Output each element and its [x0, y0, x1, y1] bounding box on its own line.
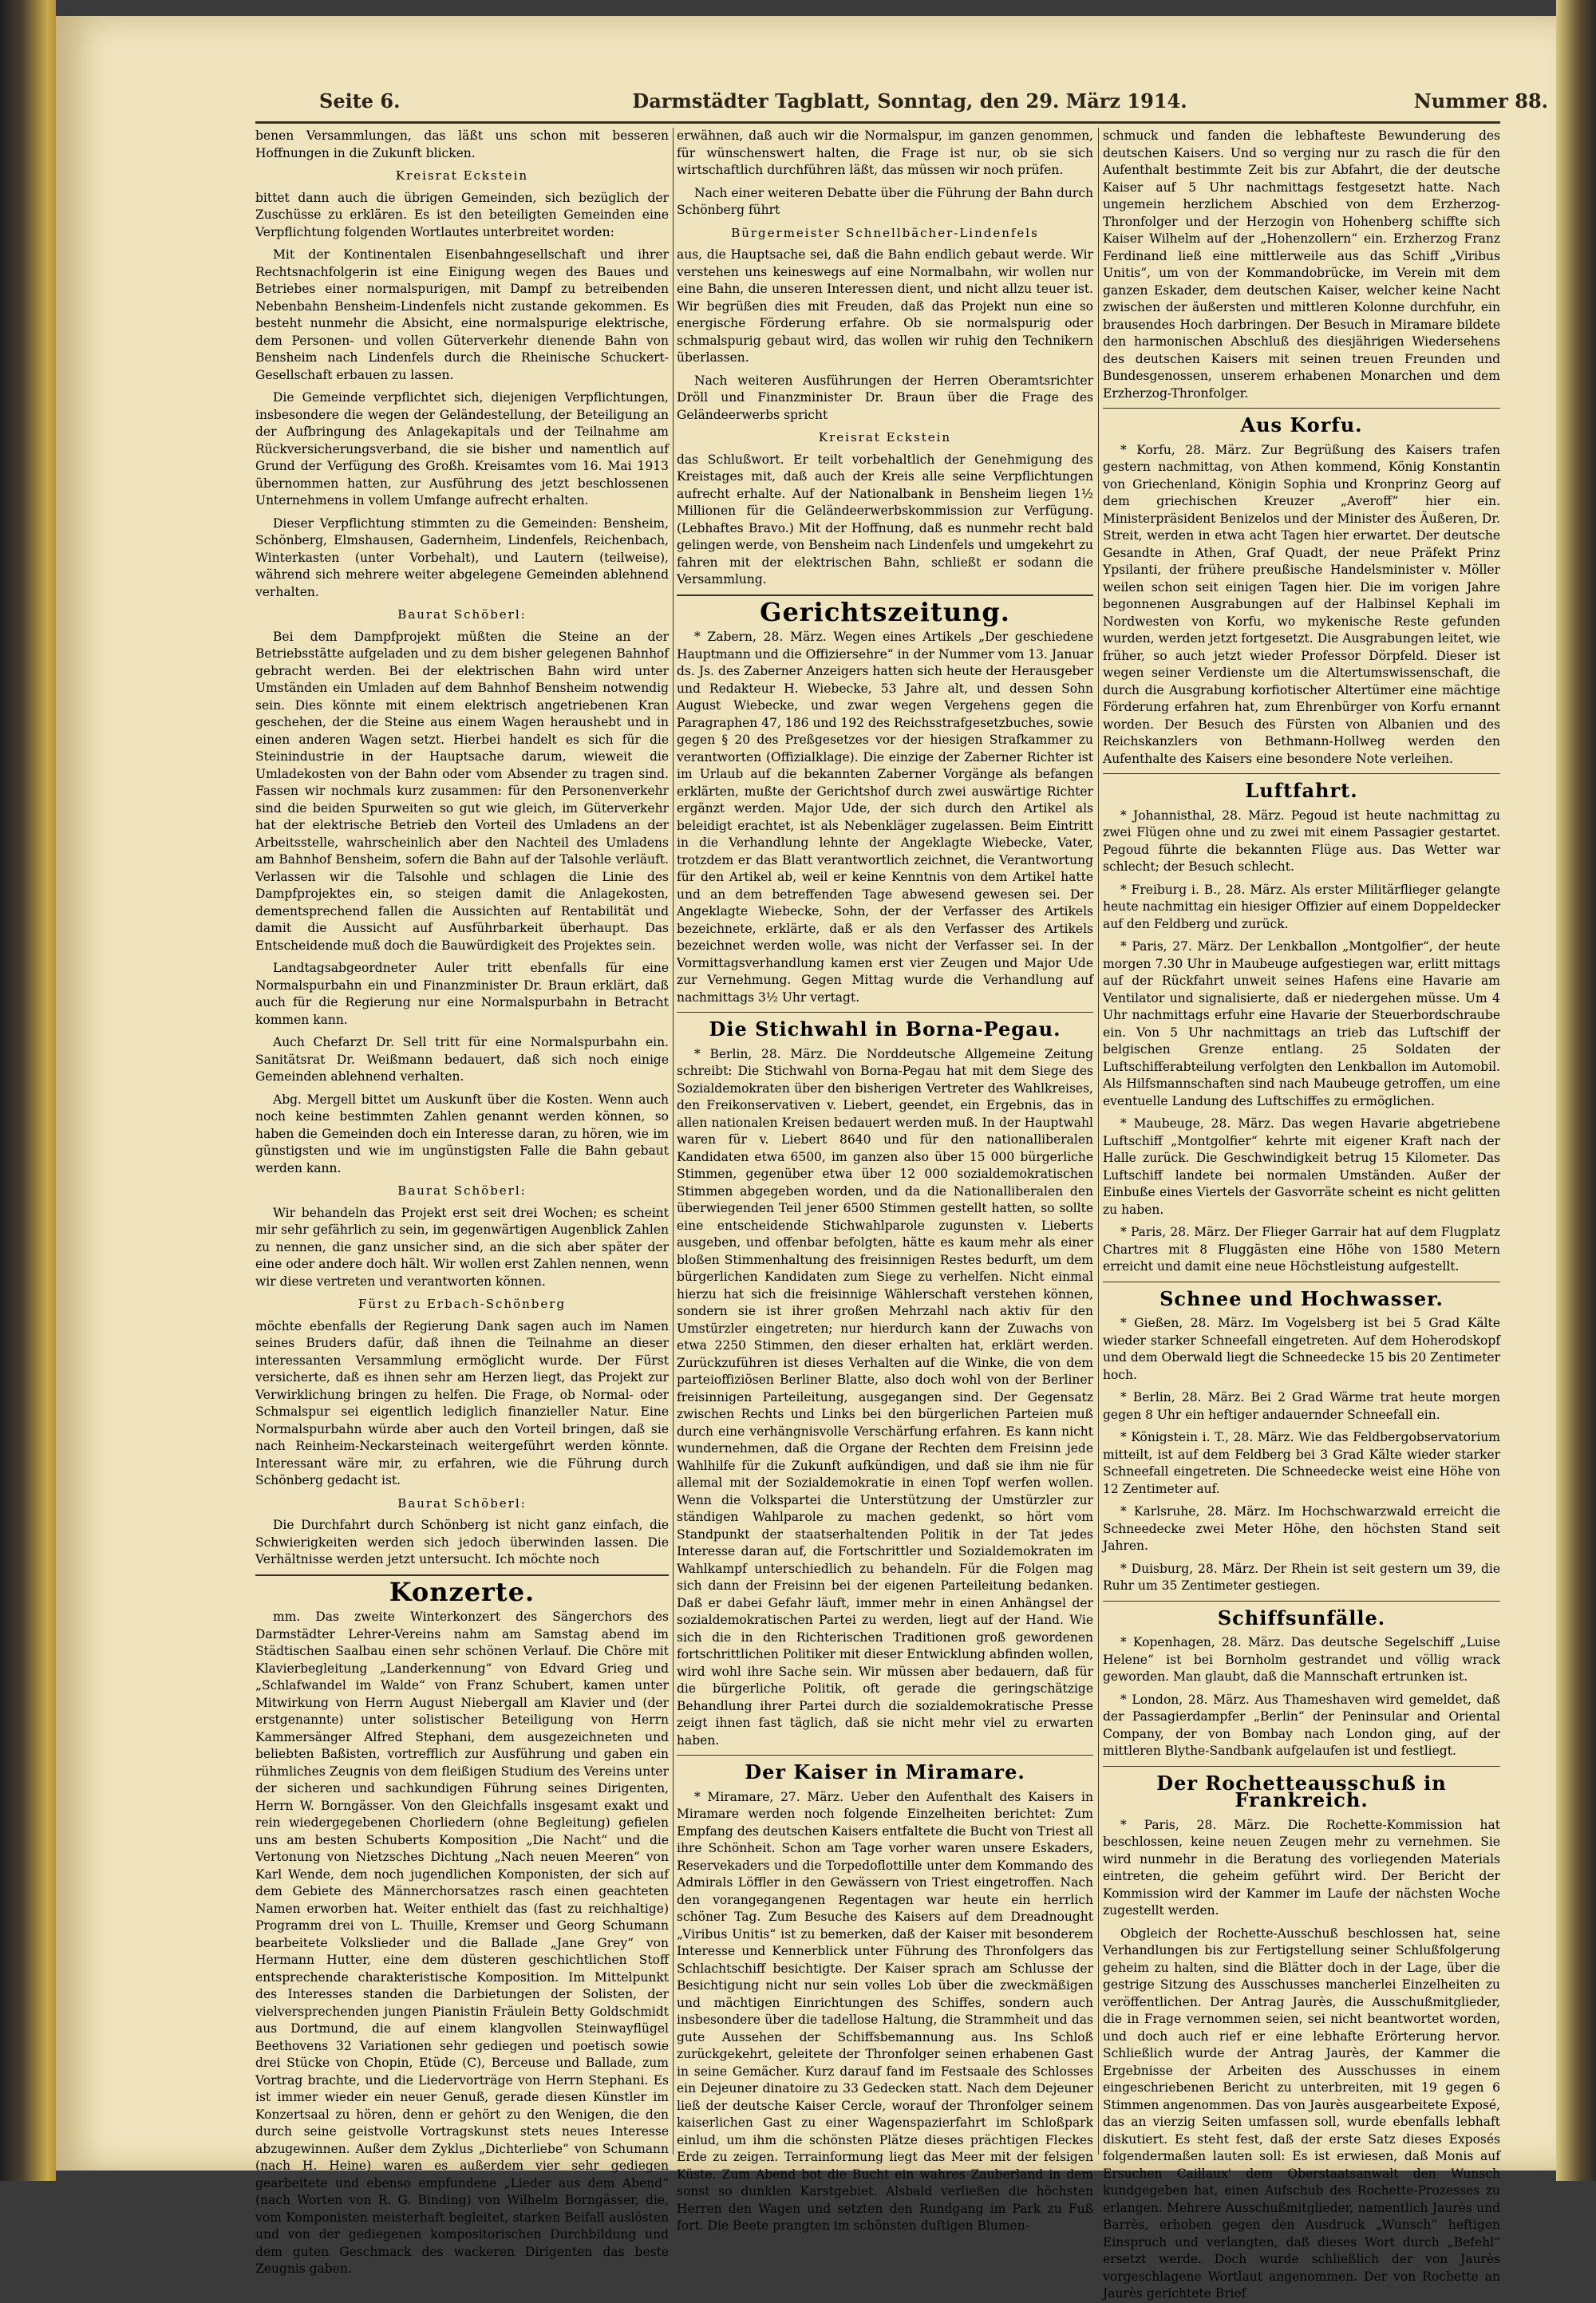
paragraph: * Paris, 28. März. Die Rochette-Kommission hat beschlossen, keine neuen Zeugen mehr zu vernehmen. Sie wird nunmehr in die Beratung des vorliegenden Materials eintreten, die geheim geführt wird. Der Bericht der Kommission wird der Kammer im Laufe der nächsten Woche zugestellt werden. [1103, 1817, 1500, 1918]
paragraph: Die Durchfahrt durch Schönberg ist nicht ganz einfach, die Schwierigkeiten werden sich jedoch überwinden lassen. Die Verhältnisse werden jetzt untersucht. Ich möchte noch [255, 1518, 669, 1566]
paragraph: mm. Das zweite Winterkonzert des Sängerchors des Darmstädter Lehrer-Vereins nahm am Samstag abend im Städtischen Saalbau einen sehr schönen Verlauf. Die Chöre mit Klavierbegleitung „Landerkennung“ von Edvard Grieg und „Schlafwandel im Walde“ von Franz Schubert, kamen unter Mitwirkung von Herrn August Niebergall am Klavier und (der erstgenannte) unter solistischer Beteiligung von Herrn Kammersänger Alfred Stephani, dem ausgezeichneten und beliebten Baßisten, vortrefflich zur Ausführung und gaben ein rühmliches Zeugnis von dem fleißigen Studium des Vereins unter der sicheren und sachkundigen Führung seines Dirigenten, Herrn W. Borngässer. Von den Gleichfalls insgesamt exakt und rein wiedergegebenen Chorliedern (ohne Begleitung) gefielen uns am besten Schuberts Komposition „Die Nacht“ und die Vertonung von Nietzsches Dichtung „Nach neuen Meeren“ von Karl Wende, dem noch jugendlichen Komponisten, der sich auf dem Gebiete des Männerchorsatzes rasch einen geachteten Namen erworben hat. Weiter enthielt das (fast zu reichhaltige) Programm drei von L. Thuille, Kremser und Georg Schumann bearbeitete Volkslieder und die Ballade „Jane Grey“ von Hermann Hutter, eine dem düsteren geschichtlichen Stoff entsprechende charakteristische Komposition. Im Mittelpunkt des Interesses standen die Darbietungen der Solisten, der vielversprechenden jungen Pianistin Fräulein Betty Goldschmidt aus Dortmund, die auf einem klangvollen Steinwayflügel Beethovens 32 Variationen sehr gediegen und poetisch sowie drei Stücke von Chopin, Etüde (C), Berceuse und Ballade, zum Vortrag brachte, und die Liedervorträge von Herrn Stephani. Es ist immer wieder ein neuer Genuß, gerade diesen Künstler im Konzertsaal zu hören, denn er gehört zu den Wenigen, die den durch seine geistvolle Vortragskunst stets neues Interesse abzugewinnen. Außer dem Zyklus „Dichterliebe“ von Schumann (nach H. Heine) waren es außerdem vier sehr gediegen gearbeitete und ebenso empfundene „Lieder aus dem Abend“ (nach Worten von R. G. Binding) von Wilhelm Borngässer, die, vom Komponisten meisterhaft begleitet, starken Beifall auslösten und von der gediegenen kompositorischen Durchbildung und dem guten Geschmack des wackeren Dirigenten das beste Zeugnis gaben. [255, 1610, 669, 2276]
newspaper-title: Darmstädter Tagblatt, Sonntag, den 29. März 1914. [632, 89, 1187, 113]
section-rule [677, 1012, 1093, 1013]
speaker-heading: Baurat Schöberl: [397, 607, 527, 622]
paragraph: * Duisburg, 28. März. Der Rhein ist seit gestern um 39, die Ruhr um 35 Zentimeter gestiegen. [1103, 1561, 1500, 1593]
paragraph: Obgleich der Rochette-Ausschuß beschlossen hat, seine Verhandlungen bis zur Fertigstellung seiner Schlußfolgerung geheim zu halten, sind die Blätter doch in der Lage, über die gestrige Sitzung des Ausschusses mancherlei Einzelheiten zu veröffentlichen. Der Antrag Jaurès, die Ausschußmitglieder, die in Frage vernommen seien, sei nicht beantwortet worden, und doch auch rief er eine lebhafte Erörterung hervor. Schließlich wurde der Antrag Jaurès, der Kammer die Ergebnisse der Arbeiten des Ausschusses in einem eingeschriebenen Bericht zu unterbreiten, mit 19 gegen 6 Stimmen angenommen. Das von Jaurès ausgearbeitete Exposé, das an vierzig Seiten umfassen soll, wurde ebenfalls lebhaft diskutiert. Es steht fest, daß der erste Satz dieses Exposés folgendermaßen lauten soll: Es ist erwiesen, daß Monis auf Ersuchen Caillaux' dem Oberstaatsanwalt den Wunsch kundgegeben hat, einen Aufschub des Rochette-Prozesses zu erlangen. Mehrere Ausschußmitglieder, namentlich Jaurès und Barrès, erhoben gegen den Ausdruck „Wunsch“ heftigen Einspruch und verlangten, daß dieses Wort durch „Befehl“ ersetzt werde. Doch wurde schließlich der von Jaurès vorgeschlagene Wortlaut angenommen. Der von Rochette an Jaurès gerichtete Brief [1103, 1926, 1500, 2301]
paragraph: schmuck und fanden die lebhafteste Bewunderung des deutschen Kaisers. Und so verging nur zu rasch die für den Aufenthalt bestimmte Zeit bis zur Abfahrt, die der deutsche Kaiser auf 5 Uhr nachmittags festgesetzt hatte. Nach ungemein herzlichem Abschied von dem Erzherzog-Thronfolger und der Herzogin von Hohenberg schiffte sich Kaiser Wilhelm auf der „Hohenzollern“ ein. Erzherzog Franz Ferdinand ließ eine mittlerweile aus das Schiff „Viribus Unitis“, um von der Kommandobrücke, im Verein mit dem ganzen Eskader, dem deutschen Kaiser, welcher keine Nacht zwischen der äußersten und mittleren Kolonne durchfuhr, ein brausendes Hoch darbringen. Der Besuch in Miramare bildete den harmonischen Abschluß des diesjährigen Wiedersehens des deutschen Kaisers mit seinen treuen Freunden und Bundesgenossen, unserem erhabenen Monarchen und dem Erzherzog-Thronfolger. [1103, 128, 1500, 401]
paragraph: * Paris, 28. März. Der Flieger Garrair hat auf dem Flugplatz Chartres mit 8 Fluggästen eine Höhe von 1580 Metern erreicht und damit eine neue Höchstleistung aufgestellt. [1103, 1225, 1500, 1274]
speaker-heading: Baurat Schöberl: [397, 1495, 527, 1511]
paragraph: Landtagsabgeordneter Auler tritt ebenfalls für eine Normalspurbahn ein und Finanzminister Dr. Braun erklärt, daß auch für die Regierung nur eine Normalspurbahn in Betracht kommen kann. [255, 961, 669, 1027]
paragraph: * Johannisthal, 28. März. Pegoud ist heute nachmittag zu zwei Flügen ohne und zu zwei mit einem Passagier gestartet. Pegoud führte die bekannten Flüge aus. Das Wetter war schlecht; der Besuch schlecht. [1103, 808, 1500, 874]
paragraph: * Paris, 27. März. Der Lenkballon „Montgolfier“, der heute morgen 7.30 Uhr in Maubeuge aufgestiegen war, erlitt mittags auf der Rückfahrt unweit seines Hafens eine Havarie am Ventilator und signalisierte, daß er niedergehen müsse. Um 4 Uhr nachmittags erfuhr eine Havarie der Steuerbordschraube ein. Von 5 Uhr nachmittags an trieb das Luftschiff der belgischen Grenze entlang. 25 Soldaten der Luftschifferabteilung verfolgten den Lenkballon im Automobil. Als Hilfsmannschaften sind nach Maubeuge getroffen, um eine eventuelle Landung des Luftschiffes zu ermöglichen. [1103, 939, 1500, 1108]
masthead-rule [255, 121, 1500, 124]
paragraph: Bei dem Dampfprojekt müßten die Steine an der Betriebsstätte aufgeladen und zu dem bisher gelegenen Bahnhof gebracht werden. Bei der elektrischen Bahn wird unter Umständen ein Umladen auf dem Bahnhof Bensheim notwendig sein. Dies könnte mit einem elektrisch angetriebenen Kran geschehen, der die Steine aus einem Wagen heraushebt und in einen anderen Wagen setzt. Hierbei handelt es sich für die Steinindustrie in der Hauptsache darum, wieweit die Umladekosten von der Bahn oder vom Absender zu tragen sind. Fassen wir nochmals kurz zusammen: für den Personenverkehr sind die beiden Spurweiten so gut wie gleich, im Güterverkehr hat der elektrische Betrieb den Vorteil des Umladens an der Arbeitsstelle, wahrscheinlich aber den Nachteil des Umladens am Bahnhof Bensheim, sofern die Bahn auf der Talsohle verläuft. Verlassen wir die Talsohle und schlagen die Linie des Dampfprojektes ein, so steigen damit die Anlagekosten, dementsprechend fallen die Aussichten auf Rentabilität und damit die Aussicht auf Ausführbarkeit überhaupt. Das Entscheidende muß doch die Bauwürdigkeit des Projektes sein. [255, 629, 669, 953]
page-number: Seite 6. [319, 89, 401, 113]
book-spine-edge [0, 0, 56, 2181]
paragraph: * Karlsruhe, 28. März. Im Hochschwarzwald erreicht die Schneedecke zwei Meter Höhe, den höchsten Stand seit Jahren. [1103, 1504, 1500, 1553]
paragraph: * Berlin, 28. März. Bei 2 Grad Wärme trat heute morgen gegen 8 Uhr ein heftiger andauernder Schneefall ein. [1103, 1390, 1500, 1422]
paragraph: * Zabern, 28. März. Wegen eines Artikels „Der geschiedene Hauptmann und die Offiziersehre“ in der Nummer vom 13. Januar ds. Js. des Zaberner Anzeigers hatten sich heute der Herausgeber und Redakteur H. Wiebecke, 53 Jahre alt, und dessen Sohn August Wiebecke, und zwar wegen Vergehens gegen die Paragraphen 47, 186 und 192 des Reichsstrafgesetzbuches, sowie gegen § 20 des Preßgesetzes vor der hiesigen Strafkammer zu verantworten (Offizialklage). Die einzige der Zaberner Richter ist im Urlaub auf die bekannten Zaberner Vorgänge als befangen erklärten, mußte der Gerichtshof durch zwei auswärtige Richter ergänzt werden. Major Ude, der sich durch den Artikel als beleidigt erachtet, ist als Nebenkläger zugelassen. Beim Eintritt in die Verhandlung lehnte der Angeklagte Wiebecke, Vater, trotzdem er das Blatt verantwortlich zeichnet, die Verantwortung für den Artikel ab, weil er keine Kenntnis von dem Artikel hatte und an dem betreffenden Tage abwesend gewesen sei. Der Angeklagte Wiebecke, Sohn, der der Verfasser des Artikels bezeichnete, erklärte, daß er als den Verfasser des Artikels bezeichnet werden wolle, was nicht der Verfasser sei. In der Vormittagsverhandlung kamen erst vier Zeugen und Major Ude zur Vernehmung. Gegen Mittag wurde die Verhandlung auf nachmittags 3½ Uhr vertagt. [677, 630, 1093, 1005]
paragraph: das Schlußwort. Er teilt vorbehaltlich der Genehmigung des Kreistages mit, daß auch der Kreis alle seine Verpflichtungen aufrecht erhalte. Auf der Nationalbank in Bensheim liegen 1½ Millionen für die Geländeerwerbskommission zur Verfügung. (Lebhaftes Bravo.) Mit der Hoffnung, daß es nunmehr recht bald gelingen werde, von Bensheim nach Lindenfels und umgekehrt zu fahren mit der elektrischen Bahn, schließt er sodann die Versammlung. [677, 452, 1093, 587]
section-heading-gerichtszeitung: Gerichtszeitung. [760, 596, 1010, 627]
section-heading-kaiser-miramare: Der Kaiser in Miramare. [745, 1760, 1025, 1784]
section-heading-schiffsunfaelle: Schiffsunfälle. [1217, 1606, 1386, 1629]
section-heading-korfu: Aus Korfu. [1240, 413, 1363, 437]
paragraph: aus, die Hauptsache sei, daß die Bahn endlich gebaut werde. Wir verstehen uns keineswegs auf eine Normalbahn, wir wollen nur eine Bahn, die unseren Interessen dient, und nicht allzu teuer ist. Wir begrüßen dies mit Freuden, daß das Projekt nun eine so energische Förderung erfahre. Ob sie normalspurig oder schmalspurig gebaut wird, das wollen wir ruhig den Technikern überlassen. [677, 247, 1093, 365]
column-divider-1 [673, 128, 674, 2155]
paragraph: * Königstein i. T., 28. März. Wie das Feldbergobservatorium mitteilt, ist auf dem Feldberg bei 3 Grad Kälte wieder starker Schneefall eingetreten. Die Schneedecke weist eine Höhe von 12 Zentimeter auf. [1103, 1430, 1500, 1496]
speaker-heading: Baurat Schöberl: [397, 1183, 527, 1198]
paragraph: Wir behandeln das Projekt erst seit drei Wochen; es scheint mir sehr gefährlich zu sein, im gegenwärtigen Augenblick Zahlen zu nennen, die ganz unsicher sind, an die sich aber später der eine oder andere doch hält. Wir wollen erst Zahlen nennen, wenn wir diese vertreten und verantworten können. [255, 1205, 669, 1289]
section-rule [677, 595, 1093, 596]
paragraph: Abg. Mergell bittet um Auskunft über die Kosten. Wenn auch noch keine bestimmten Zahlen genannt werden können, so haben die Gemeinden doch ein Interesse daran, zu hören, wie im günstigsten und wie im ungünstigsten Falle die Bahn gebaut werden kann. [255, 1092, 669, 1175]
section-heading-konzerte: Konzerte. [389, 1576, 535, 1607]
section-heading-schnee: Schnee und Hochwasser. [1159, 1286, 1444, 1310]
speaker-heading: Fürst zu Erbach-Schönberg [358, 1297, 567, 1311]
masthead [263, 80, 1556, 128]
paragraph: bittet dann auch die übrigen Gemeinden, sich bezüglich der Zuschüsse zu erklären. Es ist den beteiligten Gemeinden eine Verpflichtung folgenden Wortlautes unterbreitet worden: [255, 190, 669, 239]
section-heading-stichwahl: Die Stichwahl in Borna-Pegau. [709, 1017, 1061, 1041]
paragraph: Nach einer weiteren Debatte über die Führung der Bahn durch Schönberg führt [677, 185, 1093, 217]
paragraph: * Maubeuge, 28. März. Das wegen Havarie abgetriebene Luftschiff „Montgolfier“ kehrte mit eigener Kraft nach der Halle zurück. Die Geschwindigkeit betrug 15 Kilometer. Das Luftschiff landete bei normalen Umständen. Außer der Einbuße eines Viertels der Gasvorräte scheint es nicht gelitten zu haben. [1103, 1116, 1500, 1217]
section-heading-rochette: Der Rochetteausschuß in Frankreich. [1156, 1771, 1447, 1811]
issue-number: Nummer 88. [1413, 89, 1548, 113]
column-1 [255, 128, 669, 2276]
paragraph: möchte ebenfalls der Regierung Dank sagen auch im Namen seines Bruders dafür, daß ihnen die Teilnahme an dieser interessanten Versammlung ermöglicht wurde. Der Fürst versicherte, daß es ihnen sehr am Herzen liegt, das Projekt zur Verwirklichung bringen zu helfen. Die Frage, ob Normal- oder Schmalspur sei eigentlich lediglich finanzieller Natur. Eine Normalspurbahn würde aber auch den Vorteil bringen, daß sie nach Reinheim-Neckarsteinach weitergeführt werden könnte. Interessant wäre mir, zu erfahren, wie die Führung durch Schönberg gedacht ist. [255, 1318, 669, 1487]
paragraph: Auch Chefarzt Dr. Sell tritt für eine Normalspurbahn ein. Sanitätsrat Dr. Weißmann bedauert, daß sich noch einige Gemeinden ablehnend verhalten. [255, 1035, 669, 1084]
book-page-edge [1556, 0, 1596, 2181]
paragraph: * Freiburg i. B., 28. März. Als erster Militärflieger gelangte heute nachmittag ein hiesiger Offizier auf einem Doppeldecker auf den Feldberg und zurück. [1103, 882, 1500, 931]
section-rule [1103, 773, 1500, 774]
section-rule [677, 1755, 1093, 1756]
column-3 [1103, 128, 1500, 2301]
paragraph: Nach weiteren Ausführungen der Herren Oberamtsrichter Dröll und Finanzminister Dr. Braun über die Frage des Geländeerwerbs spricht [677, 373, 1093, 422]
paragraph: Die Gemeinde verpflichtet sich, diejenigen Verpflichtungen, insbesondere die wegen der Geländestellung, der Beteiligung an der Aufbringung des Anlagekapitals und der Teilnahme am Rückversicherungsverband, die sie bisher und namentlich auf Grund der Verfügung des Großh. Kreisamtes vom 16. Mai 1913 übernommen hatten, zur Ausführung des jetzt beschlossenen Unternehmens in vollem Umfange aufrecht erhalten. [255, 390, 669, 508]
paragraph: Mit der Kontinentalen Eisenbahngesellschaft und ihrer Rechtsnachfolgerin ist eine Einigung wegen des Baues und Betriebes einer normalspurigen, mit Dampf zu betreibenden Nebenbahn Bensheim-Lindenfels nicht zustande gekommen. Es besteht nunmehr die Absicht, eine normalspurige elektrische, dem Personen- und vollen Güterverkehr dienende Bahn von Bensheim nach Lindenfels durch die Rheinische Schuckert-Gesellschaft erbauen zu lassen. [255, 247, 669, 382]
section-rule [255, 1574, 669, 1576]
paragraph: erwähnen, daß auch wir die Normalspur, im ganzen genommen, für wünschenswert halten, die Frage ist nur, ob sie sich wirtschaftlich durchführen läßt, das müssen wir noch prüfen. [677, 128, 1093, 177]
paragraph: * Berlin, 28. März. Die Norddeutsche Allgemeine Zeitung schreibt: Die Stichwahl von Borna-Pegau hat mit dem Siege des Sozialdemokraten über den bisherigen Vertreter des Wahlkreises, den Freikonservativen v. Liebert, geendet, ein Ergebnis, das in allen nationalen Kreisen bedauert werden muß. In der Hauptwahl waren für v. Liebert 8640 und für den nationalliberalen Kandidaten etwa 6500, im ganzen also über 15 000 bürgerliche Stimmen, gegenüber etwa über 12 000 sozialdemokratischen Stimmen abgegeben worden, und da die Nationalliberalen den überwiegenden Teil jener 6500 Stimmen gestellt hatten, so sollte eine entscheidende Stichwahlparole zugunsten v. Lieberts ausgeben, und offenbar befolgten, hätte es kaum mehr als einer bloßen Stimmenhaltung des freisinnigen Restes bedurft, um dem bürgerlichen Kandidaten zum Siege zu verhelfen. Nicht einmal hierzu hat sich die freisinnige Wählerschaft verstehen können, sondern sie ist ihrer großen Mehrzahl nach aktiv für den Umstürzler eingetreten; nur hierdurch kann der Zuwachs von etwa 2250 Stimmen, den dieser erhalten hat, erklärt werden. Zurückzuführen ist dieses Verhalten auf die Winke, die von dem parteioffiziösen Berliner Blatte, also doch wohl von der Berliner freisinnigen Parteileitung, ausgegangen sind. Der Gegensatz zwischen Rechts und Links bei den bürgerlichen Parteien muß durch eine verhängnisvolle Verschärfung erfahren. Es kann nicht wundernehmen, daß die Organe der Rechten dem Freisinn jede Wahlhilfe für die Zukunft aufkündigen, und daß sie ihm nie für allemal mit der Sozialdemokratie in einen Topf werfen wollen. Wenn die Volkspartei die Unterstützung der Umstürzler zur ständigen Wahlparole zu machen gedenkt, so hört vom Standpunkt der staatserhaltenden Politik in der Tat jedes Interesse daran auf, die Fortschrittler und Sozialdemokraten im Wahlkampf unterschiedlich zu behandeln. Für die Folgen mag sich dann der Freisinn bei der eigenen Parteileitung bedanken. Daß er dabei Gefahr läuft, immer mehr in einen Anhängsel der sozialdemokratischen Partei zu werden, liegt auf der Hand. Wie sich die in den Richterischen Traditionen groß gewordenen fortschrittlichen Politiker mit dieser Entwicklung abfinden wollen, wird wohl ihre Sache sein. Wir müssen aber bedauern, daß für die bürgerliche Politik, oft gerade die geringschätzige Behandlung ihrer Partei durch die sozialdemokratische Presse zeigt ihnen fast täglich, daß sie nicht mehr viel zu erwarten haben. [677, 1046, 1093, 1748]
section-rule [1103, 408, 1500, 409]
column-divider-2 [1098, 128, 1099, 2155]
section-rule [1103, 1766, 1500, 1767]
paragraph: * Korfu, 28. März. Zur Begrüßung des Kaisers trafen gestern nachmittag, von Athen kommend, König Konstantin von Griechenland, Königin Sophia und Kronprinz Georg auf dem griechischen Kreuzer „Averoff“ hier ein. Ministerpräsident Benizelos und der Minister des Äußeren, Dr. Streit, werden in etwa acht Tagen hier erwartet. Der deutsche Gesandte in Athen, Graf Quadt, der neue Präfekt Prinz Ypsilanti, der frühere preußische Handelsminister v. Möller weilen schon seit einigen Tagen hier. Die im vorigen Jahre begonnenen Ausgrabungen auf der Halbinsel Kephali im Nordwesten von Korfu, wo mykenische Reste gefunden wurden, werden jetzt fortgesetzt. Die Ausgrabungen leitet, wie früher, so auch jetzt wieder Professor Dörpfeld. Dieser ist wegen seiner Verdienste um die Altertumswissenschaft, die durch die Ausgrabung korfiotischer Altertümer eine mächtige Förderung erfahren hat, zum Ehrenbürger von Korfu ernannt worden. Der Besuch des Fürsten von Albanien und des Reichskanzlers von Bethmann-Hollweg werden den Aufenthalte des Kaisers eine besondere Note verleihen. [1103, 442, 1500, 766]
speaker-heading: Bürgermeister Schnellbächer-Lindenfels [731, 225, 1039, 240]
paragraph: * Kopenhagen, 28. März. Das deutsche Segelschiff „Luise Helene“ ist bei Bornholm gestrandet und völlig wrack geworden. Man glaubt, daß die Mannschaft ertrunken ist. [1103, 1635, 1500, 1684]
paragraph: * Gießen, 28. März. Im Vogelsberg ist bei 5 Grad Kälte wieder starker Schneefall eingetreten. Auf dem Hoherodskopf und dem Oberwald liegt die Schneedecke 15 bis 20 Zentimeter hoch. [1103, 1316, 1500, 1382]
speaker-heading: Kreisrat Eckstein [395, 168, 529, 183]
paragraph: * London, 28. März. Aus Thameshaven wird gemeldet, daß der Passagierdampfer „Berlin“ der Peninsular and Oriental Company, der von Bombay nach London ging, auf der mittleren Blythe-Sandbank aufgelaufen ist und festliegt. [1103, 1692, 1500, 1758]
section-rule [1103, 1601, 1500, 1602]
paragraph: * Miramare, 27. März. Ueber den Aufenthalt des Kaisers in Miramare werden noch folgende Einzelheiten berichtet: Zum Empfang des deutschen Kaisers entfaltete die Bucht von Triest all ihre Schönheit. Schon am Tage vorher waren unsere Eskaders, Reservekaders und die Torpedoflottille unter dem Kommando des Admirals Löffler in den Gewässern von Triest eingetroffen. Nach den vorangegangenen Regentagen war heute ein herrlich schöner Tag. Zum Besuche des Kaisers auf dem Dreadnought „Viribus Unitis“ ist zu bemerken, daß der Kaiser mit besonderem Interesse und Kennerblick unter Führung des Thronfolgers das Schlachtschiff besichtigte. Der Kaiser sprach am Schlusse der Besichtigung nicht nur sein volles Lob über die zweckmäßigen und mächtigen Einrichtungen des Schiffes, sondern auch insbesondere über die tadellose Haltung, die Strammheit und das gute Aussehen der Schiffsbemannung aus. Ins Schloß zurückgekehrt, geleitete der Thronfolger seinen erhabenen Gast in seine Gemächer. Kurz darauf fand im Festsaale des Schlosses ein Dejeuner dinatoire zu 33 Gedecken statt. Nach dem Dejeuner ließ der deutsche Kaiser Cercle, worauf der Thronfolger seinem kaiserlichen Gast zu einer Wagenspazierfahrt im Schloßpark einlud, um ihm die schönsten Plätze dieses prächtigen Fleckes Erde zu zeigen. Terrainformung liegt das Meer mit der felsigen Küste. Zum Abend bot die Bucht ein wahres Zauberland in dem sonst so dunklen Karstgebiet. Alsbald verließen die höchsten Herren den Wagen und setzten den Rundgang im Park zu Fuß fort. Die Beete prangten im schönsten duftigen Blumen- [677, 1789, 1093, 2233]
paragraph: Dieser Verpflichtung stimmten zu die Gemeinden: Bensheim, Schönberg, Elmshausen, Gadernheim, Lindenfels, Reichenbach, Winterkasten (unter Vorbehalt), und Lautern (teilweise), während sich mehrere weiter abgelegene Gemeinden ablehnend verhalten. [255, 516, 669, 599]
section-heading-luftfahrt: Luftfahrt. [1245, 779, 1358, 802]
column-2 [677, 128, 1093, 2233]
paragraph: benen Versammlungen, das läßt uns schon mit besseren Hoffnungen in die Zukunft blicken. [255, 128, 669, 160]
speaker-heading: Kreisrat Eckstein [818, 430, 952, 444]
